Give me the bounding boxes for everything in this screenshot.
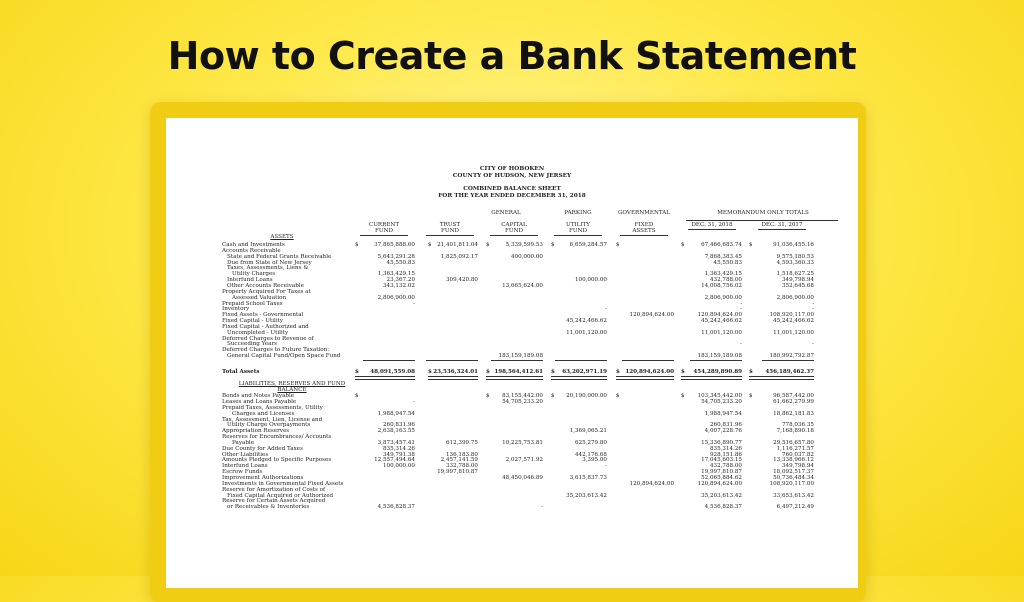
- row-label: Uncompleted - Utility: [227, 329, 289, 336]
- group-governmental: GOVERNMENTAL: [617, 210, 671, 216]
- row-label: Appropriation Reserves: [222, 428, 290, 435]
- row-value: 1,518,627.25: [776, 271, 814, 278]
- column-header: FUND: [569, 228, 587, 234]
- row-label: Reserves for Encumbrances/ Accounts: [222, 434, 332, 441]
- column-header: DEC. 31, 2018: [691, 222, 733, 228]
- row-value: -: [812, 306, 814, 313]
- row-value: 18,862,181.83: [773, 410, 814, 417]
- column-header: CURRENT: [368, 222, 400, 228]
- row-label: Utility Charge Overpayments: [227, 422, 311, 429]
- dollar-sign: $: [681, 393, 685, 400]
- row-value: 4,536,828.37: [377, 504, 415, 511]
- row-value: 1,988,947.54: [377, 410, 415, 417]
- column-header: ASSETS: [632, 228, 656, 234]
- row-value: 2,806,900.00: [377, 294, 415, 301]
- row-label: Deferred Charges to Future Taxation:: [222, 347, 330, 354]
- row-label: Reserve for Certain Assets Acquired: [222, 498, 326, 505]
- column-header: FUND: [375, 228, 393, 234]
- row-value: 349,798.94: [781, 463, 814, 470]
- row-value: 349,798.94: [781, 277, 814, 284]
- row-value: 11,001,120.00: [566, 329, 607, 336]
- row-label: Interfund Loans: [227, 277, 273, 284]
- row-value: -: [740, 300, 742, 307]
- row-value: 835,314.26: [709, 445, 742, 452]
- row-value: -: [812, 341, 814, 348]
- memorandum-rule: [686, 220, 838, 221]
- row-value: 13,338,966.12: [773, 457, 814, 464]
- dollar-sign: $: [551, 369, 555, 375]
- total-double-rule: [428, 376, 478, 380]
- total-double-rule: [616, 376, 674, 380]
- row-value: 136,183.80: [445, 451, 478, 458]
- row-label: Property Acquired For Taxes at: [222, 288, 311, 295]
- dollar-sign: $: [355, 369, 359, 375]
- dollar-sign: $: [551, 242, 555, 248]
- dollar-sign: $: [749, 242, 753, 248]
- doc-title-period: FOR THE YEAR ENDED DECEMBER 31, 2018: [438, 193, 586, 199]
- row-value: 3,395.00: [582, 457, 607, 464]
- liabilities-heading: LIABILITIES, RESERVES AND FUND: [238, 381, 346, 387]
- row-value: 4,007,228.76: [704, 428, 742, 435]
- row-label: Reserve for Amortization of Costs of: [222, 486, 326, 493]
- row-label: Succeeding Years: [227, 341, 278, 348]
- row-value: 400,000.00: [510, 253, 543, 260]
- subtotal-rule: [491, 360, 543, 361]
- column-header: UTILITY: [565, 222, 590, 228]
- dollar-sign: $: [749, 369, 753, 375]
- row-value: 760,037.82: [781, 451, 814, 458]
- column-header-rule: [688, 229, 736, 230]
- row-value: 928,151.86: [709, 451, 742, 458]
- doc-title-county: COUNTY OF HUDSON, NEW JERSEY: [452, 173, 572, 179]
- subtotal-rule: [363, 360, 415, 361]
- row-label: State and Federal Grants Receivable: [227, 253, 332, 260]
- group-memorandum: MEMORANDUM ONLY TOTALS: [717, 210, 809, 216]
- column-header-rule: [360, 235, 408, 236]
- dollar-sign: $: [681, 242, 685, 248]
- row-value: 10,225,753.81: [502, 439, 543, 446]
- row-value: 1,116,271.57: [776, 445, 814, 452]
- row-label: Fixed Capital - Utility: [222, 318, 284, 325]
- row-value: 778,036.35: [781, 422, 814, 429]
- row-value: -: [541, 504, 543, 511]
- row-value: -: [812, 300, 814, 307]
- row-value: 835,314.26: [382, 445, 415, 452]
- row-value: -: [413, 300, 415, 307]
- dollar-sign: $: [616, 369, 620, 375]
- row-value: 35,203,613.42: [566, 492, 607, 499]
- subtotal-rule: [555, 360, 607, 361]
- row-label: Total Assets: [222, 369, 260, 375]
- row-value: 120,894,624.00: [697, 312, 742, 319]
- row-label: Improvement Authorizations: [222, 475, 304, 481]
- row-value: 1,369,065.21: [569, 428, 607, 435]
- row-value: 29,516,657.80: [773, 439, 814, 446]
- row-value: 260,831.96: [709, 422, 742, 429]
- row-value: 343,132.02: [382, 282, 415, 289]
- doc-title-sheet: COMBINED BALANCE SHEET: [463, 186, 561, 192]
- row-label: Leases and Loans Payable: [222, 398, 297, 405]
- row-value: 21,401,811.04: [437, 242, 478, 248]
- subtotal-rule: [622, 360, 674, 361]
- column-header-rule: [758, 229, 806, 230]
- row-label: Prepaid Taxes, Assessments, Utility: [222, 404, 323, 411]
- row-value: 183,159,189.08: [498, 353, 543, 360]
- row-value: 19,997,810.87: [701, 469, 742, 476]
- row-label: Deferred Charges to Revenue of: [222, 335, 314, 342]
- column-header: FUND: [505, 228, 523, 234]
- assets-heading: ASSETS: [270, 234, 294, 240]
- row-value: 11,001,120.00: [701, 329, 742, 336]
- row-value: 4,536,828.37: [704, 504, 742, 511]
- row-value: 1,363,429.15: [377, 271, 415, 278]
- row-value: 108,920,117.00: [769, 480, 814, 487]
- row-value: 1,988,947.54: [704, 410, 742, 417]
- row-value: 2,027,571.92: [505, 457, 543, 464]
- row-value: 2,806,900.00: [776, 294, 814, 301]
- row-value: -: [413, 398, 415, 405]
- row-value: 12,557,494.64: [374, 457, 415, 464]
- row-value: 20,190,000.00: [566, 393, 607, 400]
- column-header: TRUST: [439, 222, 461, 228]
- row-value: 7,868,383.45: [704, 253, 742, 260]
- row-value: 17,045,603.15: [701, 457, 742, 464]
- row-value: 54,705,233.20: [502, 398, 543, 405]
- row-value: 35,203,613.42: [701, 492, 742, 499]
- row-value: 9,575,180.53: [776, 253, 814, 260]
- row-value: 260,831.96: [382, 422, 415, 429]
- row-label: Assessed Valuation: [232, 294, 287, 301]
- row-value: 2,638,163.55: [377, 428, 415, 435]
- row-value: 33,653,613.42: [773, 492, 814, 499]
- liabilities-heading: BALANCE: [277, 386, 307, 393]
- group-parking: PARKING: [564, 210, 592, 216]
- dollar-sign: $: [428, 369, 432, 375]
- dollar-sign: $: [486, 369, 490, 375]
- row-label: Escrow Funds: [222, 469, 263, 476]
- row-value: 37,865,888.60: [374, 242, 415, 248]
- row-value: 100,000.00: [382, 463, 415, 470]
- row-label: Bonds and Notes Payable: [222, 393, 295, 400]
- dollar-sign: $: [551, 393, 555, 400]
- subtotal-rule: [690, 360, 742, 361]
- row-value: 442,176.68: [574, 451, 607, 458]
- row-value: 183,159,189.08: [697, 353, 742, 360]
- row-value: 48,091,559.08: [370, 369, 415, 375]
- row-value: 332,788.00: [445, 463, 478, 470]
- group-general: GENERAL: [491, 210, 521, 216]
- dollar-sign: $: [355, 393, 359, 400]
- row-label: or Receivables & Inventories: [227, 504, 310, 511]
- dollar-sign: $: [749, 393, 753, 400]
- row-label: Due from State of New Jersey: [227, 259, 312, 266]
- row-value: 5,339,599.53: [505, 242, 543, 248]
- row-label: Amounts Pledged to Specific Purposes: [222, 457, 332, 464]
- column-header-rule: [620, 235, 668, 236]
- row-value: 120,894,624.00: [629, 480, 674, 487]
- column-header: CAPITAL: [501, 222, 527, 228]
- row-value: 612,399.75: [445, 439, 478, 446]
- row-value: 52,065,884.62: [701, 475, 742, 481]
- row-label: Investments in Governmental Fixed Assets: [222, 480, 344, 487]
- row-label: General Capital Fund/Open Space Fund: [227, 353, 341, 360]
- row-value: 309,420.80: [445, 277, 478, 284]
- page-headline: How to Create a Bank Statement: [167, 34, 857, 78]
- row-value: 120,894,624.00: [625, 369, 674, 375]
- subtotal-rule: [426, 360, 478, 361]
- dollar-sign: $: [681, 369, 685, 375]
- total-double-rule: [486, 376, 543, 380]
- row-value: 3,615,837.73: [569, 475, 607, 481]
- row-label: Interfund Loans: [222, 463, 268, 470]
- row-value: 5,643,291.28: [377, 253, 415, 260]
- row-value: 63,202,971.19: [562, 369, 607, 375]
- row-value: 48,450,046.89: [502, 475, 543, 481]
- row-value: 19,997,810.87: [437, 469, 478, 476]
- row-value: -: [605, 463, 607, 470]
- row-value: -: [605, 306, 607, 313]
- row-label: Cash and Investments: [222, 242, 285, 248]
- row-value: 23,367.20: [386, 277, 415, 284]
- row-value: 432,788.00: [709, 277, 742, 284]
- row-label: Prepaid School Taxes: [222, 300, 283, 307]
- row-label: Fixed Capital Acquired or Authorized: [227, 492, 334, 499]
- row-value: 45,550.83: [386, 259, 415, 266]
- row-value: 45,242,466.62: [773, 318, 814, 325]
- row-value: 100,000.00: [574, 277, 607, 284]
- row-label: Taxes, Assessments, Liens &: [227, 265, 309, 272]
- row-value: 23,536,324.01: [433, 369, 478, 375]
- row-value: 11,001,120.00: [773, 329, 814, 336]
- dollar-sign: $: [428, 242, 432, 248]
- dollar-sign: $: [486, 242, 490, 248]
- column-header: FUND: [441, 228, 459, 234]
- total-double-rule: [551, 376, 607, 380]
- row-value: 3,873,457.41: [377, 439, 415, 446]
- row-label: Tax, Assessment, Lien, License and: [222, 416, 323, 423]
- row-label: Fixed Capital - Authorized and: [222, 323, 309, 330]
- row-label: Charges and Licenses: [232, 410, 295, 417]
- row-value: 83,155,442.00: [502, 393, 543, 400]
- row-label: Other Accounts Receivable: [227, 282, 304, 289]
- row-value: 1,363,429.15: [704, 271, 742, 278]
- dollar-sign: $: [355, 242, 359, 248]
- subtotal-rule: [762, 360, 814, 361]
- row-value: 13,665,624.00: [502, 282, 543, 289]
- row-label: Accounts Receivable: [222, 247, 281, 254]
- row-label: Utility Charges: [232, 271, 276, 278]
- row-value: 4,593,360.33: [776, 259, 814, 266]
- dollar-sign: $: [486, 393, 490, 400]
- row-value: 432,788.00: [709, 463, 742, 470]
- row-value: 120,894,624.00: [697, 480, 742, 487]
- total-double-rule: [681, 376, 742, 380]
- row-value: 349,791.38: [382, 451, 415, 458]
- balance-sheet-document: [166, 118, 858, 588]
- row-value: 45,550.83: [713, 259, 742, 266]
- dollar-sign: $: [616, 393, 620, 400]
- row-value: -: [740, 341, 742, 348]
- row-value: 61,662,279.99: [773, 398, 814, 405]
- row-value: 6,497,212.49: [776, 504, 814, 511]
- row-value: 54,705,233.20: [701, 398, 742, 405]
- row-value: 96,587,442.00: [773, 393, 814, 400]
- row-value: -: [740, 306, 742, 313]
- row-value: 456,189,462.37: [765, 369, 814, 375]
- column-header-rule: [554, 235, 602, 236]
- column-header-rule: [490, 235, 538, 236]
- row-value: 67,466,683.74: [701, 242, 742, 248]
- row-value: 45,242,466.62: [701, 318, 742, 325]
- row-value: 108,920,117.00: [769, 312, 814, 319]
- column-header-rule: [426, 235, 474, 236]
- row-value: 14,008,756.02: [701, 282, 742, 289]
- row-value: 1,825,092.17: [440, 253, 478, 260]
- row-value: 454,289,890.89: [693, 369, 742, 375]
- row-label: Other Liabilities: [222, 451, 269, 458]
- row-value: 50,736,484.34: [773, 475, 814, 481]
- row-value: 198,564,412.61: [494, 369, 543, 375]
- row-value: 15,336,890.77: [701, 439, 742, 446]
- row-value: 120,894,624.00: [629, 312, 674, 319]
- total-double-rule: [355, 376, 415, 380]
- row-label: Inventory: [222, 306, 250, 313]
- row-label: Payable: [232, 439, 255, 446]
- row-value: 45,242,466.62: [566, 318, 607, 325]
- column-header: DEC. 31, 2017: [761, 222, 803, 228]
- doc-title-city: CITY OF HOBOKEN: [479, 166, 545, 172]
- row-value: 2,806,900.00: [704, 294, 742, 301]
- row-value: 91,036,455.16: [773, 242, 814, 248]
- row-value: 180,992,792.87: [769, 353, 814, 360]
- row-value: 352,645.68: [781, 282, 814, 289]
- total-double-rule: [749, 376, 814, 380]
- row-value: 7,168,890.18: [776, 428, 814, 435]
- row-value: 2,457,141.59: [440, 457, 478, 464]
- row-label: Fixed Assets - Governmental: [222, 312, 304, 319]
- row-label: Due County for Added Taxes: [222, 445, 303, 452]
- row-value: 18,092,517.37: [773, 469, 814, 476]
- row-value: 103,345,442.00: [697, 393, 742, 400]
- row-value: 625,279.80: [574, 439, 607, 446]
- dollar-sign: $: [616, 242, 620, 248]
- row-value: 6,659,284.57: [569, 242, 607, 248]
- column-header: FIXED: [634, 222, 654, 228]
